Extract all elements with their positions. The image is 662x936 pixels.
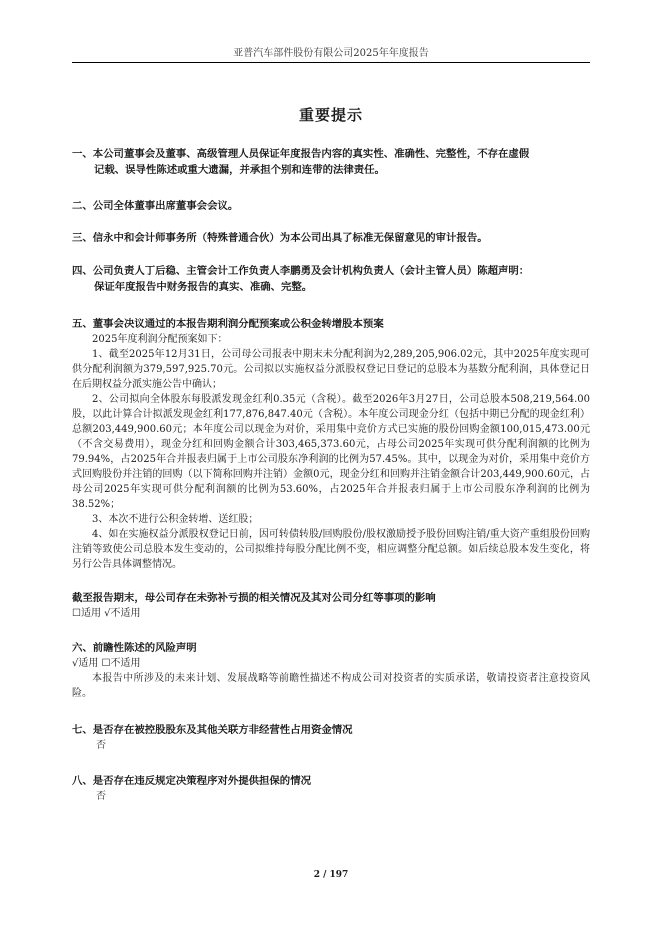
loss-section-heading: 截至报告期末，母公司存在未弥补亏损的相关情况及其对公司分红等事项的影响 [72, 592, 436, 604]
page-number: 2 / 197 [313, 870, 349, 880]
section-five-paragraph-3: 3、本次不进行公积金转增、送红股； [92, 514, 259, 525]
item-four-line2: 保证年度报告中财务报告的真实、准确、完整。 [94, 281, 313, 293]
section-six-heading: 六、前瞻性陈述的风险声明 [72, 642, 197, 654]
section-five-paragraph-1: 1、截至2025年12月31日，公司母公司报表中期末未分配利润为2,289,205,906.02元，其中2025年度实现可供分配利润额为379,597,925.70元。公司拟以实施权益分派股权登记日登记的总股本为基数分配利润，具体登记日在后期权益分派实施公告中确认； [72, 349, 590, 390]
section-six-text: 本报告中所涉及的未来计划、发展战略等前瞻性描述不构成公司对投资者的实质承诺，敬请投资者注意投资风险。 [72, 673, 590, 699]
section-eight [72, 773, 590, 804]
section-six [72, 640, 590, 701]
item-one-line2: 记载、误导性陈述或重大遗漏，并承担个别和连带的法律责任。 [94, 164, 385, 176]
running-header: 亚普汽车部件股份有限公司2025年年度报告 [233, 48, 429, 59]
item-two: 二、公司全体董事出席董事会会议。 [72, 200, 239, 212]
section-five-paragraph-4: 4、如在实施权益分派股权登记日前，因可转债转股/回购股份/股权激励授予股份回购注销/重大资产重组股份回购注销等致使公司总股本发生变动的，公司拟维持每股分配比例不变，相应调整分配总额。如后续总股本发生变化，将另行公告具体调整情况。 [72, 529, 590, 570]
section-eight-heading: 八、是否存在违反规定决策程序对外提供担保的情况 [72, 775, 311, 787]
section-six-applicability: √适用 ☐不适用 [72, 658, 141, 669]
page-title: 重要提示 [298, 106, 363, 124]
item-one-line1: 一、本公司董事会及董事、高级管理人员保证年度报告内容的真实性、准确性、完整性，不存在虚假 [72, 148, 530, 160]
section-seven [72, 722, 590, 753]
section-eight-answer: 否 [96, 791, 106, 802]
section-seven-heading: 七、是否存在被控股股东及其他关联方非经营性占用资金情况 [72, 724, 353, 736]
loss-section [72, 590, 590, 621]
item-four [72, 263, 590, 295]
loss-section-applicability: ☐适用 √不适用 [72, 608, 141, 619]
item-four-line1: 四、公司负责人丁后稳、主管会计工作负责人李鹏勇及会计机构负责人（会计主管人员）陈超声明： [72, 265, 530, 277]
section-seven-answer: 否 [96, 740, 106, 751]
section-five-paragraph-2: 2、公司拟向全体股东每股派发现金红利0.35元（含税）。截至2026年3月27日，公司总股本508,219,564.00股，以此计算合计拟派发现金红利177,876,847.40元（含税）。本年度公司现金分红（包括中期已分配的现金红利）总额203,449,900.60元；本年度公司以现金为对价，采用集中竞价方式已实施的股份回购金额100,015,473.00元（不含交易费用），现金分红和回购金额合计303,465,373.60元，占母公司2025年实现可供分配利润额的比例为79.94%，占2025年合并报表归属于上市公司股东净利润的比例为57.45%。其中，以现金为对价，采用集中竞价方式回购股份并注销的回购（以下简称回购并注销）金额0元，现金分红和回购并注销金额合计203,449,900.60元，占母公司2025年实现可供分配利润额的比例为53.60%，占2025年合并报表归属于上市公司股东净利润的比例为38.52%； [72, 394, 590, 510]
section-five-intro: 2025年度利润分配预案如下： [92, 334, 228, 345]
item-three: 三、信永中和会计师事务所（特殊普通合伙）为本公司出具了标准无保留意见的审计报告。 [72, 232, 488, 244]
section-five [72, 316, 590, 572]
item-one [72, 146, 590, 178]
section-five-heading: 五、董事会决议通过的本报告期利润分配预案或公积金转增股本预案 [72, 318, 384, 330]
header-divider [72, 62, 590, 63]
